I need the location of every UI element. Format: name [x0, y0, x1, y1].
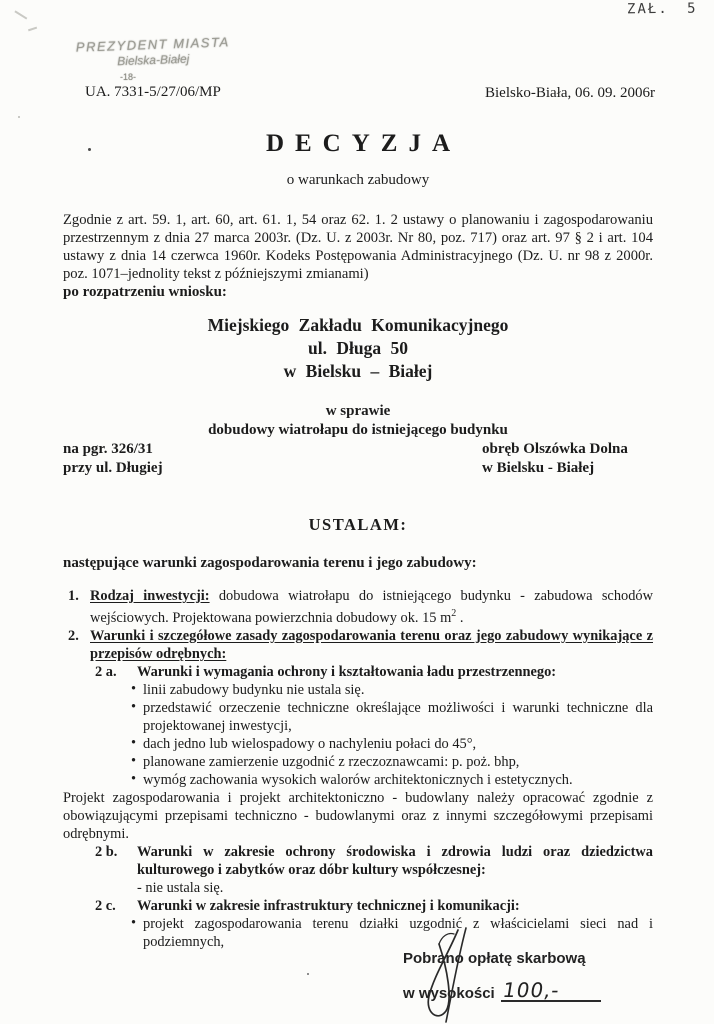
- place-and-date: Bielsko-Biała, 06. 09. 2006r: [485, 85, 655, 101]
- document-subtitle: o warunkach zabudowy: [286, 172, 430, 188]
- section-2a-title: Warunki i wymagania ochrony i kształtowania ładu przestrzennego:: [137, 664, 557, 680]
- bullet-text: wymóg zachowania wysokich walorów architektonicznych i estetycznych.: [143, 772, 573, 788]
- bullet-marker: •: [131, 681, 137, 697]
- parcel-number: na pgr. 326/31: [63, 441, 153, 457]
- parcel-street: przy ul. Długiej: [63, 460, 163, 476]
- section-2b-heading: [63, 843, 653, 879]
- handwritten-fee-amount: 100,-: [500, 978, 562, 1002]
- legal-basis-paragraph: Zgodnie z art. 59. 1, art. 60, art. 61. 1, 54 oraz 62. 1. 2 ustawy o planowaniu i zagospodarowaniu przestrzennym z dnia 27 marca 2003r. (Dz. U. z 2003r. Nr 80, poz. 717) oraz art. 97 § 2 i art. 104 ustawy z dnia 14 czerwca 1960r. Kodeks Postępowania Administracyjnego (Dz. U. nr 98 z 2000r. poz. 1071–jednolity tekst z późniejszymi zmianami): [63, 212, 653, 282]
- applicant-street: ul. Długa 50: [308, 338, 408, 358]
- bullet-marker: •: [131, 771, 137, 787]
- list-item-2: [63, 627, 653, 663]
- section-2a-closing-paragraph: Projekt zagospodarowania i projekt architektoniczno - budowlany należy opracować zgodnie z obowiązującymi przepisami techniczno - budowlanymi oraz z innymi szczegółowymi przepisami odrębnymi.: [63, 790, 653, 842]
- case-reference-number: UA. 7331-5/27/06/MP: [85, 84, 221, 100]
- bullet-text: przedstawić orzeczenie techniczne określające możliwości i warunki techniczne dla projektowanej inwestycji,: [143, 700, 653, 734]
- fee-stamp-line2: w wysokości: [403, 985, 495, 1002]
- bullet-text: linii zabudowy budynku nie ustala się.: [143, 682, 365, 698]
- district-city: w Bielsku - Białej: [482, 460, 595, 476]
- section-number: 2 a.: [95, 664, 117, 680]
- district-block: [482, 440, 628, 478]
- location-row: [63, 440, 653, 478]
- section-number: 2 c.: [95, 898, 116, 914]
- subject-intro: w sprawie: [325, 403, 391, 419]
- section-2c-title: Warunki w zakresie infrastruktury technicznej i komunikacji:: [137, 898, 520, 914]
- applicant-city: w Bielsku – Białej: [283, 361, 433, 381]
- item1-superscript: 2: [451, 608, 457, 619]
- item1-tail: .: [456, 610, 464, 626]
- office-stamp-line1: PREZYDENT MIASTA: [75, 34, 230, 55]
- list-item-1: [63, 587, 653, 627]
- bullet-marker: •: [131, 915, 137, 931]
- bullet-item: [63, 681, 653, 699]
- bullet-item: [63, 753, 653, 771]
- document-body: [63, 0, 653, 951]
- bullet-text: projekt zagospodarowania terenu działki uzgodnić z właścicielami sieci nad i podziemnych,: [143, 916, 653, 950]
- conditions-list: [63, 587, 653, 951]
- section-number: 2 b.: [95, 844, 118, 860]
- section-2b-title: Warunki w zakresie ochrony środowiska i zdrowia ludzi oraz dziedzictwa kulturowego i zabytków oraz dóbr kultury współczesnej:: [137, 844, 653, 878]
- bullet-item: [63, 771, 653, 789]
- applicant-name: Miejskiego Zakładu Komunikacyjnego: [207, 315, 509, 335]
- subject-block: [63, 402, 653, 440]
- section-2b-note: - nie ustala się.: [137, 880, 224, 896]
- item1-text: dobudowa wiatrołapu do istniejącego budynku - zabudowa schodów wejściowych. Projektowana powierzchnia dobudowy ok. 15 m: [90, 588, 653, 626]
- district-name: obręb Olszówka Dolna: [482, 441, 628, 457]
- bullet-marker: •: [131, 699, 137, 715]
- scan-artifact: [15, 10, 28, 19]
- bullet-text: planowane zamierzenie uzgodnić z rzeczoznawcami: p. poż. bhp,: [143, 754, 520, 770]
- page-number-stamp: -18-: [120, 72, 137, 82]
- fee-stamp-line1: Pobrano opłatę skarbową: [403, 950, 586, 967]
- bullet-item: [63, 915, 653, 951]
- bullet-text: dach jedno lub wielospadowy o nachyleniu połaci do 45°,: [143, 736, 477, 752]
- after-request-line: po rozpatrzeniu wniosku:: [63, 284, 227, 300]
- handwritten-attachment-note: ZAŁ. 5: [627, 0, 699, 18]
- document-title: DECYZJA: [265, 130, 462, 157]
- fee-amount-line: [501, 978, 601, 1002]
- conditions-intro: następujące warunki zagospodarowania terenu i jego zabudowy:: [63, 555, 477, 571]
- applicant-block: [63, 314, 653, 383]
- decision-heading: USTALAM:: [308, 515, 408, 534]
- section-2a-heading: [63, 663, 653, 681]
- item-number: 1.: [68, 588, 79, 604]
- signature-paraph: [398, 926, 490, 1024]
- item2-heading: Warunki i szczegółowe zasady zagospodarowania terenu oraz jego zabudowy wynikające z przepisów odrębnych:: [90, 628, 653, 662]
- scan-artifact: [18, 116, 20, 118]
- item-number: 2.: [68, 628, 79, 644]
- bullet-item: [63, 699, 653, 735]
- bullet-marker: •: [131, 735, 137, 751]
- scan-artifact: [307, 973, 309, 975]
- subject-matter: dobudowy wiatrołapu do istniejącego budynku: [208, 422, 508, 438]
- item1-lead: Rodzaj inwestycji:: [90, 588, 210, 604]
- scan-artifact: [28, 27, 37, 31]
- bullet-item: [63, 735, 653, 753]
- section-2c-heading: [63, 897, 653, 915]
- office-stamp-line2: Bielska-Białej: [117, 51, 190, 69]
- bullet-marker: •: [131, 753, 137, 769]
